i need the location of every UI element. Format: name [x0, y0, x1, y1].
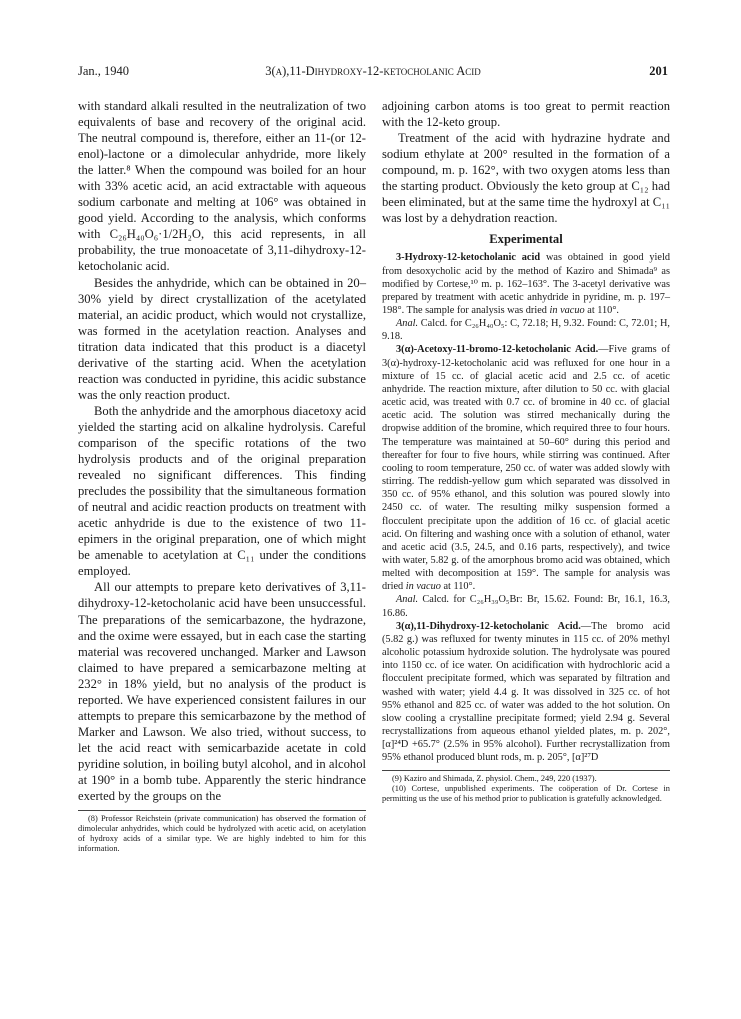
compound-title: 3(α)-Acetoxy-11-bromo-12-ketocholanic Acid. — [396, 344, 599, 356]
paragraph: Both the anhydride and the amorphous diacetoxy acid yielded the starting acid on alkaline hydrolysis. Careful comparison of the specific rotations of the two hydrolysis products and of the original preparation revealed no significant differences. This finding precludes the possibility that the simultaneous formation of neutral and acidic reaction products on treatment with acetic anhydride is due to the existence of two 11-epimers in the original preparation, one of which might be amenable to acetylation at C₁₁ under the conditions employed. — [78, 403, 366, 579]
page-number: 201 — [649, 64, 668, 78]
footnote-8: (8) Professor Reichstein (private communication) has observed the formation of dimolecular anhydrides, which could be hydrolyzed with acetic acid, on acetylation of hydroxy acids of a similar type. We are highly indebted to him for this information. — [78, 814, 366, 854]
footnote-10: (10) Cortese, unpublished experiments. The coöperation of Dr. Cortese in permitting us the use of his method prior to publication is gratefully acknowledged. — [382, 784, 670, 804]
running-header — [78, 64, 668, 84]
footnote-divider — [382, 770, 670, 771]
compound-title: 3-Hydroxy-12-ketocholanic acid — [396, 252, 541, 264]
analysis-1: Anal. Calcd. for C₂₆H₄₀O₅: C, 72.18; H, 9.32. Found: C, 72.01; H, 9.18. — [382, 318, 670, 343]
footnote-9: (9) Kaziro and Shimada, Z. physiol. Chem., 249, 220 (1937). — [392, 774, 597, 784]
running-title: 3(α),11-Dihydroxy-12-ketocholanic Acid — [265, 64, 481, 78]
issue-date: Jan., 1940 — [78, 64, 130, 78]
analysis-2: Anal. Calcd. for C₂₆H₃₉O₅Br: Br, 15.62. Found: Br, 16.1, 16.3, 16.86. — [382, 594, 670, 619]
experimental-paragraph-3: 3(α),11-Dihydroxy-12-ketocholanic Acid.—The bromo acid (5.82 g.) was refluxed for twenty minutes in 115 cc. of 20% methyl alcoholic potassium hydroxide solution. The hydrolysate was poured into 1150 cc. of ice water. On acidification with hydrochloric acid a flocculent precipitate formed, which was separated by filtration and washed with water; yield 4.4 g. It was dissolved in 325 cc. of hot 95% ethanol and 825 cc. of water was added to the hot solution. On slow cooling a crystalline precipitate formed; yield 2.94 g. Several recrystallizations from aqueous ethanol yielded plates, m. p. 202°, [α]²⁴D +65.7° (2.5% in 95% alcohol). Further recrystallization from 95% ethanol produced blunt rods, m. p. 205°, [α]²⁷D — [382, 620, 670, 764]
left-column — [78, 98, 366, 854]
experimental-paragraph-2: 3(α)-Acetoxy-11-bromo-12-ketocholanic Acid.—Five grams of 3(α)-hydroxy-12-ketocholanic acid was refluxed for one hour in a mixture of 15 cc. of glacial acetic acid and 2.5 cc. of acetic anhydride. The reaction mixture, after dilution to 50 cc. with glacial acetic acid, was treated with 0.7 cc. of bromine in 40 cc. of glacial acetic acid. The solution was stirred mechanically during the dropwise addition of the bromine, which required three to four hours. The temperature was maintained at 50–60° during this period and thereafter for four to five hours, while stirring was continued. After cooling to room temperature, 250 cc. of water was added slowly with stirring. The reddish-yellow gum which separated was dissolved in 350 cc. of 95% ethanol, and this solution was poured slowly into 2450 cc. of water. The resulting milky suspension formed a flocculent precipitate upon the addition of 16 cc. of glacial acetic acid. On filtering and washing once with a solution of ethanol, water and acetic acid (3.5, 24.5, and 0.16 parts, respectively), and twice with water, 5.82 g. of the amorphous bromo acid was obtained, which melted with decomposition at 159°. The sample for analysis was dried in vacuo at 110°. — [382, 344, 670, 593]
paragraph: Besides the anhydride, which can be obtained in 20–30% yield by direct crystallization of the acetylated material, an acidic product, which would not crystallize, was formed in the acetylation reaction. Analyses and titration data indicated that this product is a diacetyl derivative of the starting acid. When the acetylation reaction was conducted in pyridine, this acidic substance was the only reaction product. — [78, 275, 366, 402]
paragraph: Treatment of the acid with hydrazine hydrate and sodium ethylate at 200° resulted in the formation of a compound, m. p. 162°, with two oxygen atoms less than the starting product. Obviously the keto group at C₁₂ had been eliminated, but at the same time the hydroxyl at C₁₁ was lost by a dehydration reaction. — [382, 131, 670, 226]
experimental-paragraph-1: 3-Hydroxy-12-ketocholanic acid was obtained in good yield from desoxycholic acid by the method of Kaziro and Shimada⁹ as modified by Cortese,¹⁰ m. p. 162–163°. The 3-acetyl derivative was prepared by treatment with acetic anhydride in pyridine, m. p. 197–198°. The sample for analysis was dried in vacuo at 110°. — [382, 252, 670, 316]
paragraph: All our attempts to prepare keto derivatives of 3,11-dihydroxy-12-ketocholanic acid have been unsuccessful. The preparations of the semicarbazone, the hydrazone, and the oxime were essayed, but in each case the starting material was recovered unchanged. Marker and Lawson claimed to have prepared a semicarbazone melting at 232° in 18% yield, but no analysis of the product is reported. We have experienced consistent failures in our attempts to prepare this semicarbazone by the method of Marker and Lawson. We also tried, without success, to let the acid react with semicarbazide acetate in cold pyridine solution, in boiling butyl alcohol, and in alcohol at 190° in a bomb tube. Apparently the steric hindrance exerted by the groups on the — [78, 580, 366, 804]
paragraph: with standard alkali resulted in the neutralization of two equivalents of base and recovery of the original acid. The neutral compound is, therefore, either an 11-(or 12-enol)-lactone or a dimolecular anhydride, more likely the latter.⁸ When the compound was boiled for an hour with 33% acetic acid, an acid extractable with aqueous sodium carbonate and melting at 106° was obtained in good yield. According to the analysis, which conforms with C₂₆H₄₀O₆·1/2H₂O, this acid represents, in all probability, the true monoacetate of 3,11-dihydroxy-12-ketocholanic acid. — [78, 99, 366, 274]
experimental-heading: Experimental — [489, 232, 563, 247]
paragraph: adjoining carbon atoms is too great to permit reaction with the 12-keto group. — [382, 99, 670, 130]
compound-title: 3(α),11-Dihydroxy-12-ketocholanic Acid. — [396, 620, 581, 632]
footnote-divider — [78, 810, 366, 811]
right-column — [382, 98, 670, 804]
